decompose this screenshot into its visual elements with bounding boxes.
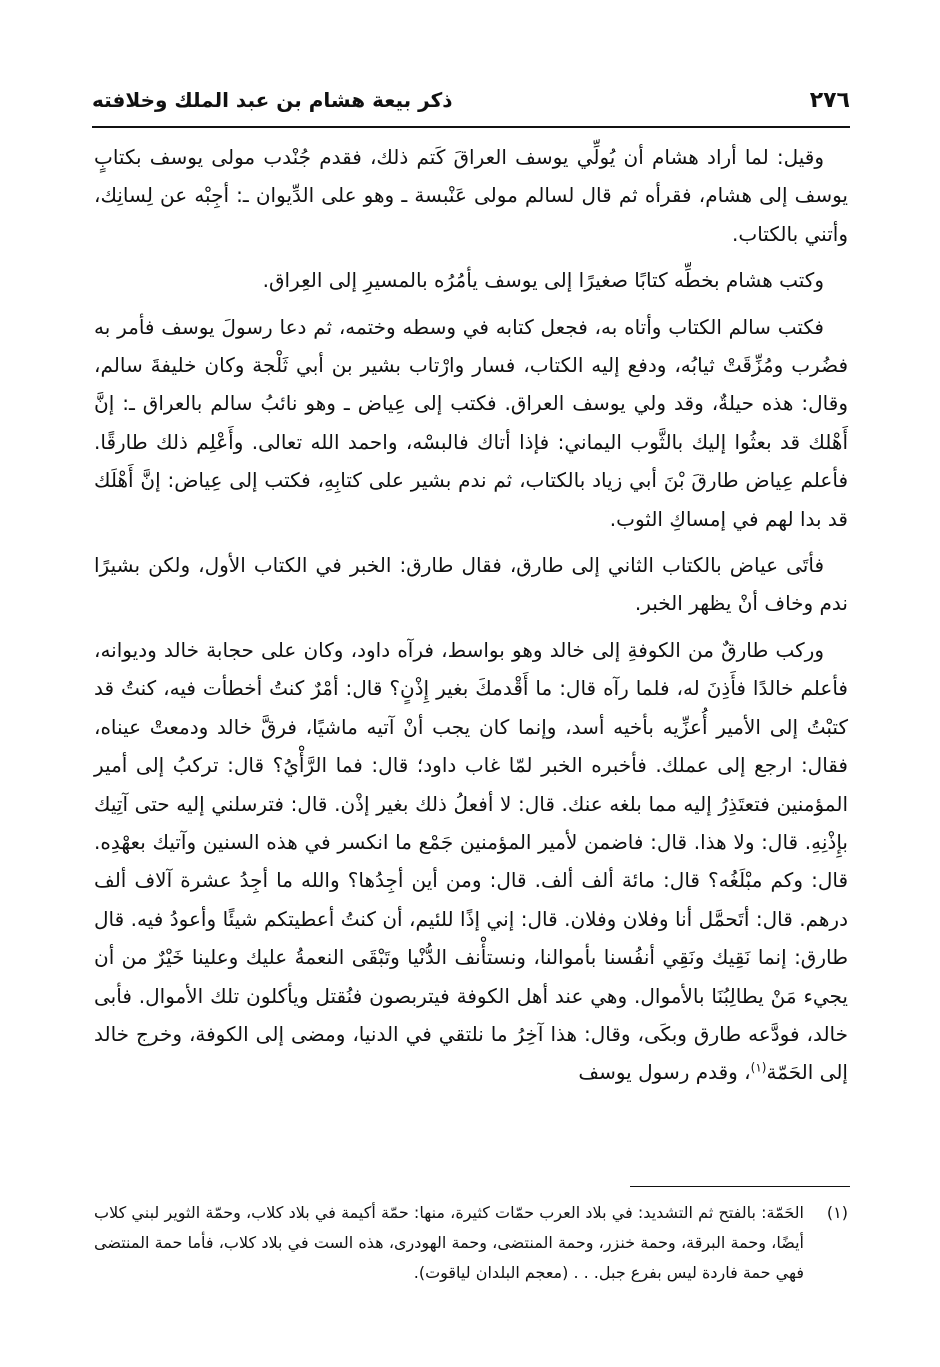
footnote-text: الحَمّة: بالفتح ثم التشديد: في بلاد العرب حمّات كثيرة، منها: حمّة أكيمة في بلاد كلاب، وحمّة الثوير لبني كلاب أيضًا، وحمة البرقة، وحمة خنزر، وحمة المنتضى، وحمة الهودرى، هذه الست في بلاد كلاب، فأما حمة المنتضى فهي حمة فاردة ليس بفرع جبل. . . (معجم البلدان لياقوت). xyxy=(94,1203,804,1282)
header-divider xyxy=(92,126,850,128)
paragraph: فكتب سالم الكتاب وأتاه به، فجعل كتابه في وسطه وختمه، ثم دعا رسولَ يوسف فأمر به فضُرب ومُزِّقَتْ ثيابُه، ودفع إليه الكتاب، فسار وارْتاب بشير بن أبي ثَلْجة وكان خليفةَ سالم، وقال: هذه حيلةٌ، وقد ولي يوسف العراق. فكتب إلى عِياض ـ وهو نائبُ سالم بالعراق ـ: إنَّ أَهْلك قد بعثُوا إليك بالثَّوب اليماني: فإذا أتاك فالبسْه، واحمد الله تعالى. وأَعْلِم ذلك طارقًا. فأعلم عِياض طارقَ بْنَ أبي زياد بالكتاب، ثم ندم بشير على كتابِهِ، فكتب إلى عِياض: إنَّ أَهْلَك قد بدا لهم في إمساكِ الثوب. xyxy=(94,314,848,531)
paragraph: وكتب هشام بخطِّه كتابًا صغيرًا إلى يوسف يأمُرُه بالمسيرِ إلى العِراق. xyxy=(262,268,824,293)
paragraph-tail: ، وقدم رسول يوسف xyxy=(578,1060,751,1085)
page-number: ٢٧٦ xyxy=(809,88,850,113)
footnote-marker: (١) xyxy=(826,1203,848,1222)
running-title: ذكر بيعة هشام بن عبد الملك وخلافته xyxy=(92,88,453,112)
page-header xyxy=(92,84,850,124)
footnote-divider xyxy=(630,1186,850,1187)
main-text xyxy=(94,138,848,1092)
footnote-reference[interactable]: (١) xyxy=(750,1060,767,1075)
paragraph: فأتَى عياض بالكتاب الثاني إلى طارق، فقال طارق: الخبر في الكتاب الأول، ولكن بشيرًا ندم وخاف أنْ يظهر الخبر. xyxy=(94,553,848,616)
paragraph: وقيل: لما أراد هشام أن يُولِّي يوسف العراقَ كَتم ذلك، فقدم جُنْدب مولى يوسف بكتابٍ يوسف إلى هشام، فقرأه ثم قال لسالم مولى عَنْبسة ـ وهو على الدِّيوان ـ: أجِبْه عن لِسانِك، وأتني بالكتاب. xyxy=(94,145,848,246)
footnotes xyxy=(94,1198,848,1288)
footnote xyxy=(94,1198,848,1288)
paragraph-text: وركب طارقٌ من الكوفةِ إلى خالد وهو بواسط، فرآه داود، وكان على حجابة خالد وديوانه، فأعلم خالدًا فأَذِنَ له، فلما رآه قال: ما أَقْدمكَ بغير إِذْنٍ؟ قال: أمْرٌ كنتُ أخطأت فيه، كنتُ قد كتبْتُ إلى الأمير أُعزِّيه بأخيه أسد، وإنما كان يجب أنْ آتيه ماشيًا، فرقَّ خالد ودمعتْ عيناه، فقال: ارجع إلى عملك. فأخبره الخبر لمّا غاب داود؛ قال: فما الرَّأْيُ؟ قال: تركبُ إلى أمير المؤمنين فتعتَذِرُ إليه مما بلغه عنك. قال: لا أفعلُ ذلك بغير إذْن. قال: فترسلني إليه حتى آتِيك بإِذْنِهِ. قال: ولا هذا. قال: فاضمن لأمير المؤمنين جَمْع ما انكسر في هذه السنين وآتيك بعهْدِه. قال: وكم مبْلَغُه؟ قال: مائة ألف ألف. قال: ومن أين أجِدُها؟ والله ما أجِدُ عشرة آلاف ألف درهم. قال: أتَحمَّل أنا وفلان وفلان. قال: إني إذًا للئيم، أن كنتُ أعطيتكم شيئًا وأعودُ فيه. قال طارق: إنما نَقِيك ونَقِي أنفُسنا بأموالنا، ونستأْنف الدُّنْيا وتَبْقَى النعمةُ عليك وعلينا خَيْرٌ من أن يجيء مَنْ يطالِبُنَا بالأموال. وهي عند أهل الكوفة فيتربصون فنُقتل ويأكلون تلك الأموال. فأبى خالد، فودَّعه طارق وبكَى، وقال: هذا آخِرُ ما نلتقي في الدنيا، ومضى إلى الكوفة، وخرج خالد إلى الحَمّة xyxy=(94,637,848,1085)
paragraph xyxy=(94,631,848,1092)
